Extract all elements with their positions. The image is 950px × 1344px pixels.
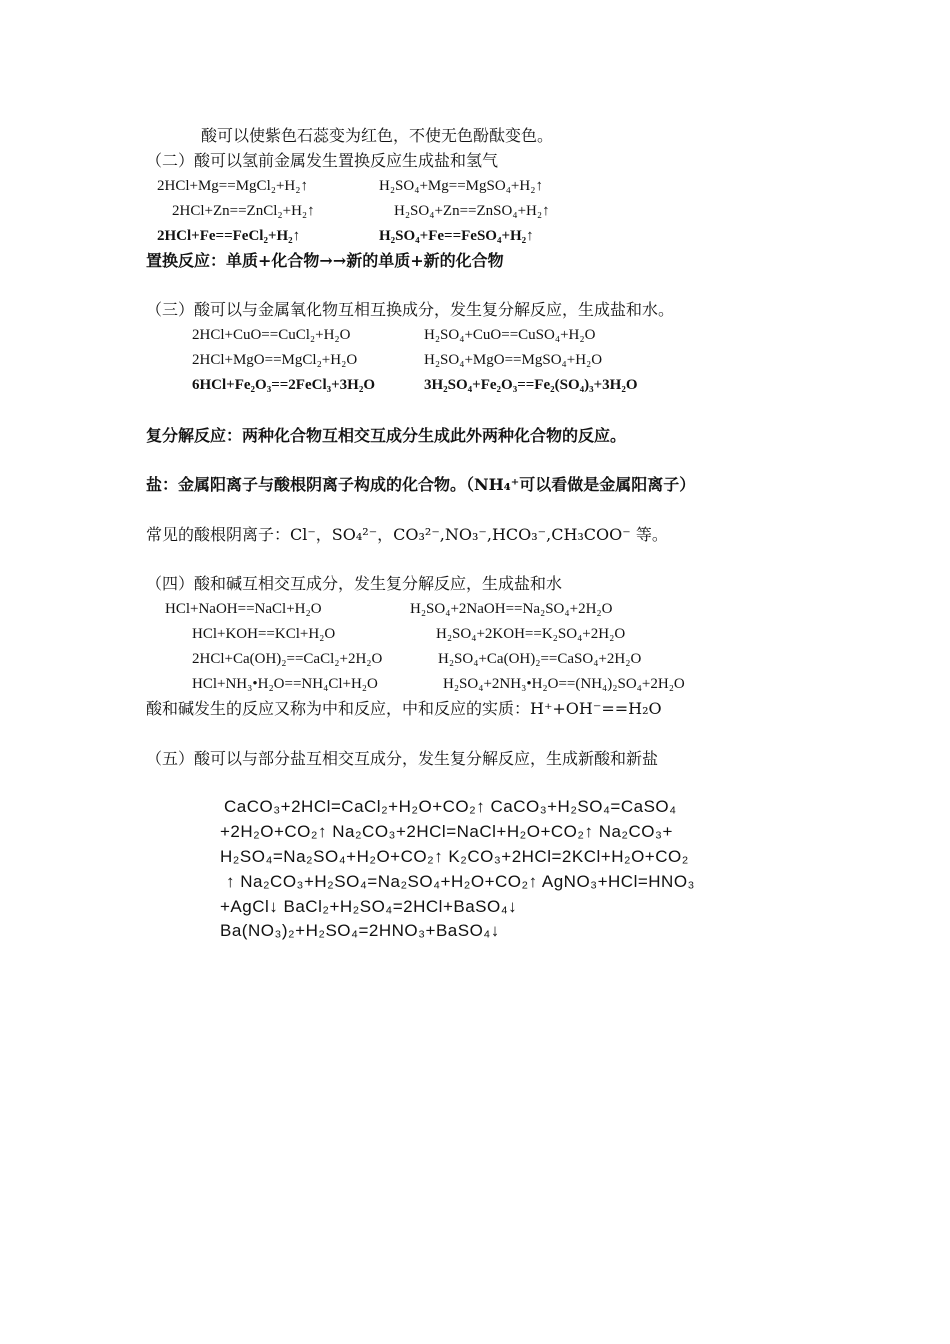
equation: 2HCl+Fe==FeCl₂+H₂↑ — [157, 228, 301, 244]
equation: 2HCl+Zn==ZnCl₂+H₂↑ — [172, 203, 315, 219]
definition: 置换反应：单质+化合物→→新的单质+新的化合物 — [146, 251, 504, 270]
equation: H₂SO₄+2NH₃•H₂O==(NH₄)₂SO₄+2H₂O — [443, 676, 685, 692]
equation-line: +AgCl↓ BaCl₂+H₂SO₄=2HCl+BaSO₄↓ — [220, 897, 518, 916]
equation-line: +2H₂O+CO₂↑ Na₂CO₃+2HCl=NaCl+H₂O+CO₂↑ Na₂CO₃+ — [220, 822, 673, 841]
equation-line: ↑ Na₂CO₃+H₂SO₄=Na₂SO₄+H₂O+CO₂↑ AgNO₃+HCl=HNO₃ — [226, 872, 695, 891]
equation: H₂SO₄+2KOH==K₂SO₄+2H₂O — [436, 626, 626, 642]
text-line: 常见的酸根阴离子：Cl⁻，SO₄²⁻，CO₃²⁻,NO₃⁻,HCO₃⁻,CH₃COO⁻ 等。 — [146, 525, 668, 544]
equation: HCl+NH₃•H₂O==NH₄Cl+H₂O — [192, 676, 378, 692]
equation: H₂SO₄+CuO==CuSO₄+H₂O — [424, 327, 596, 343]
equation: H₂SO₄+Ca(OH)₂==CaSO₄+2H₂O — [438, 651, 642, 667]
equation-line: H₂SO₄=Na₂SO₄+H₂O+CO₂↑ K₂CO₃+2HCl=2KCl+H₂O+CO₂ — [220, 847, 689, 866]
equation-line: Ba(NO₃)₂+H₂SO₄=2HNO₃+BaSO₄↓ — [220, 921, 500, 940]
equation: 2HCl+MgO==MgCl₂+H₂O — [192, 352, 358, 368]
equation: H₂SO₄+Zn==ZnSO₄+H₂↑ — [394, 203, 550, 219]
section-heading: （五）酸可以与部分盐互相交互成分，发生复分解反应，生成新酸和新盐 — [146, 749, 659, 768]
equation: 3H₂SO₄+Fe₂O₃==Fe₂(SO₄)₃+3H₂O — [424, 377, 638, 393]
equation: H₂SO₄+2NaOH==Na₂SO₄+2H₂O — [410, 601, 613, 617]
equation: HCl+KOH==KCl+H₂O — [192, 626, 336, 642]
equation: 2HCl+Mg==MgCl₂+H₂↑ — [157, 178, 308, 194]
equation: 2HCl+CuO==CuCl₂+H₂O — [192, 327, 351, 343]
equation-line: CaCO₃+2HCl=CaCl₂+H₂O+CO₂↑ CaCO₃+H₂SO₄=CaSO₄ — [224, 797, 677, 816]
section-heading: （四）酸和碱互相交互成分，发生复分解反应，生成盐和水 — [146, 574, 563, 593]
equation: H₂SO₄+MgO==MgSO₄+H₂O — [424, 352, 603, 368]
text-line: 酸可以使紫色石蕊变为红色，不使无色酚酞变色。 — [201, 126, 554, 145]
equation: 2HCl+Ca(OH)₂==CaCl₂+2H₂O — [192, 651, 383, 667]
text-line: 酸和碱发生的反应又称为中和反应，中和反应的实质：H⁺+OH⁻==H₂O — [146, 699, 662, 718]
equation: H₂SO₄+Mg==MgSO₄+H₂↑ — [379, 178, 543, 194]
equation: HCl+NaOH==NaCl+H₂O — [165, 601, 322, 617]
definition: 盐：金属阳离子与酸根阴离子构成的化合物。（NH₄⁺可以看做是金属阳离子） — [146, 475, 696, 494]
definition: 复分解反应：两种化合物互相交互成分生成此外两种化合物的反应。 — [146, 426, 627, 445]
section-heading: （二）酸可以氢前金属发生置换反应生成盐和氢气 — [146, 151, 499, 170]
section-heading: （三）酸可以与金属氧化物互相互换成分，发生复分解反应，生成盐和水。 — [146, 300, 675, 319]
equation: H₂SO₄+Fe==FeSO₄+H₂↑ — [379, 228, 534, 244]
equation: 6HCl+Fe₂O₃==2FeCl₃+3H₂O — [192, 377, 375, 393]
